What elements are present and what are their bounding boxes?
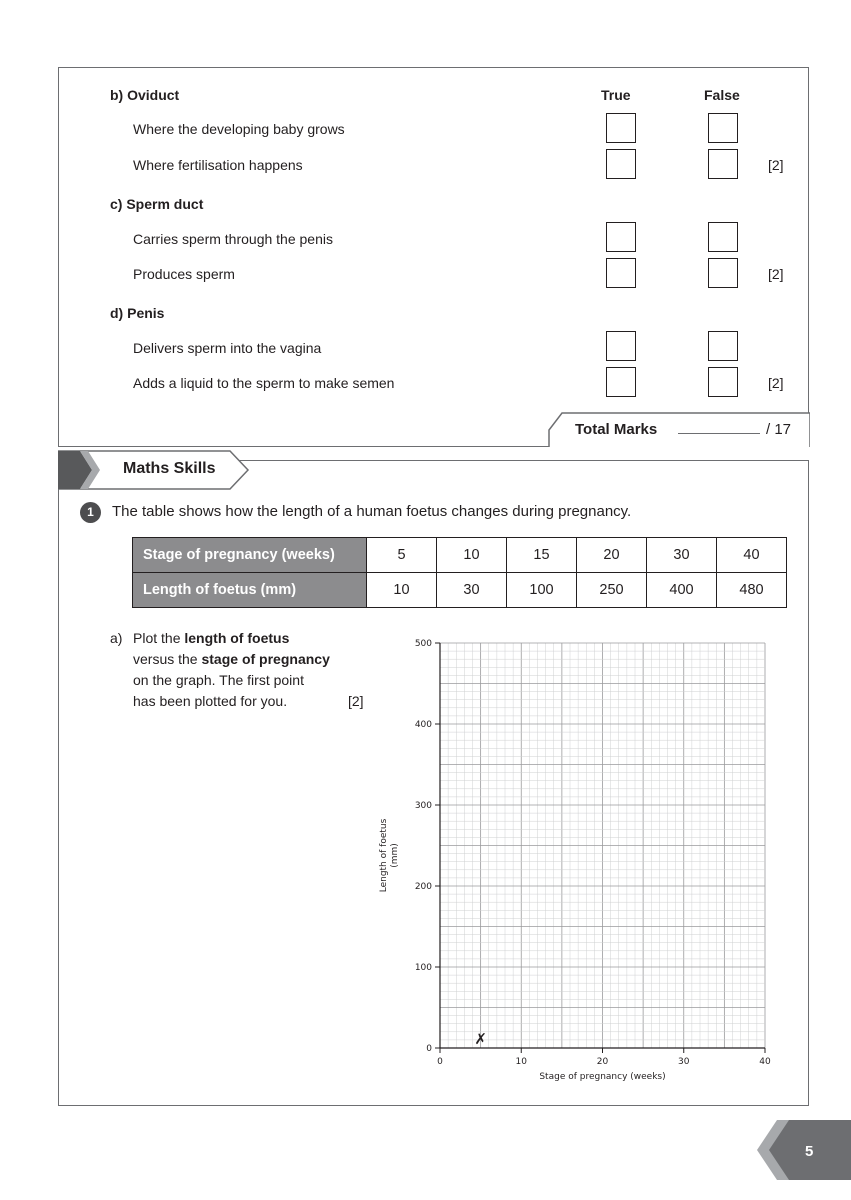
- question-d-1-true-checkbox[interactable]: [606, 331, 636, 361]
- question-b-statement-2: Where fertilisation happens: [133, 157, 303, 173]
- table-row-header: Length of foetus (mm): [133, 573, 367, 608]
- graph-points: [474, 1030, 487, 1048]
- table-cell: 20: [577, 538, 647, 573]
- total-marks-label: Total Marks: [575, 421, 658, 438]
- false-column-header: False: [704, 87, 740, 103]
- question-d-1-false-checkbox[interactable]: [708, 331, 738, 361]
- x-axis-label: Stage of pregnancy (weeks): [539, 1072, 666, 1082]
- true-column-header: True: [601, 87, 631, 103]
- table-cell: 5: [367, 538, 437, 573]
- total-marks-value: / 17: [766, 421, 792, 438]
- question-b-1-false-checkbox[interactable]: [708, 113, 738, 143]
- table-cell: 250: [577, 573, 647, 608]
- part-a-label: a): [110, 630, 123, 646]
- table-cell: 40: [717, 538, 787, 573]
- question-d-marks: [2]: [768, 375, 784, 391]
- table-cell: 10: [437, 538, 507, 573]
- table-cell: 30: [647, 538, 717, 573]
- table-cell: 400: [647, 573, 717, 608]
- part-a-line-1: Plot the length of foetus: [133, 630, 290, 646]
- question-d-statement-1: Delivers sperm into the vagina: [133, 340, 322, 356]
- part-a-line-2: versus the stage of pregnancy: [133, 651, 330, 667]
- part-a-line-3: on the graph. The first point: [133, 672, 304, 688]
- graph-grid: [440, 643, 765, 1048]
- question-c-2-false-checkbox[interactable]: [708, 258, 738, 288]
- question-d-statement-2: Adds a liquid to the sperm to make semen: [133, 375, 395, 391]
- table-cell: 100: [507, 573, 577, 608]
- table-row: [133, 573, 787, 608]
- question-b-1-true-checkbox[interactable]: [606, 113, 636, 143]
- table-row: [133, 538, 787, 573]
- table-cell: 10: [367, 573, 437, 608]
- question-d-2-true-checkbox[interactable]: [606, 367, 636, 397]
- part-a-marks: [2]: [348, 693, 364, 709]
- maths-skills-title: Maths Skills: [123, 460, 216, 477]
- question-d-2-false-checkbox[interactable]: [708, 367, 738, 397]
- table-row-header: Stage of pregnancy (weeks): [133, 538, 367, 573]
- x-tick-label: 30: [678, 1057, 690, 1067]
- x-tick-label: 10: [515, 1057, 527, 1067]
- y-axis-label: Length of foetus(mm): [379, 818, 400, 893]
- graph-ticks: [415, 639, 771, 1067]
- y-tick-label: 100: [414, 963, 432, 973]
- page-number: 5: [805, 1143, 814, 1160]
- table-cell: 480: [717, 573, 787, 608]
- data-table: [132, 537, 787, 608]
- y-tick-label: 300: [414, 801, 432, 811]
- question-b-marks: [2]: [768, 157, 784, 173]
- table-cell: 15: [507, 538, 577, 573]
- question-b-2-true-checkbox[interactable]: [606, 149, 636, 179]
- total-marks-answer-line: [678, 433, 760, 434]
- x-tick-label: 20: [596, 1057, 609, 1067]
- page-number-tab: [757, 1120, 851, 1180]
- question-c-marks: [2]: [768, 266, 784, 282]
- question-c-statement-1: Carries sperm through the penis: [133, 231, 333, 247]
- question-b-heading: b) Oviduct: [110, 87, 180, 103]
- y-tick-label: 0: [426, 1044, 432, 1054]
- x-tick-label: 40: [759, 1057, 771, 1067]
- question-intro-text: The table shows how the length of a human foetus changes during pregnancy.: [112, 503, 632, 520]
- table-cell: 30: [437, 573, 507, 608]
- y-tick-label: 500: [414, 639, 432, 649]
- y-tick-label: 200: [414, 882, 432, 892]
- graph-chart[interactable]: [360, 630, 790, 1100]
- question-b-statement-1: Where the developing baby grows: [133, 121, 345, 137]
- plotted-point: ✗: [474, 1029, 487, 1048]
- y-tick-label: 400: [414, 720, 432, 730]
- x-tick-label: 0: [437, 1057, 443, 1067]
- part-a-line-4: has been plotted for you.: [133, 693, 288, 709]
- question-c-1-true-checkbox[interactable]: [606, 222, 636, 252]
- question-c-1-false-checkbox[interactable]: [708, 222, 738, 252]
- question-b-2-false-checkbox[interactable]: [708, 149, 738, 179]
- question-number-badge: 1: [80, 502, 101, 523]
- question-d-heading: d) Penis: [110, 305, 165, 321]
- part-a-instructions: [133, 628, 373, 712]
- question-c-heading: c) Sperm duct: [110, 196, 204, 212]
- question-c-2-true-checkbox[interactable]: [606, 258, 636, 288]
- question-c-statement-2: Produces sperm: [133, 266, 235, 282]
